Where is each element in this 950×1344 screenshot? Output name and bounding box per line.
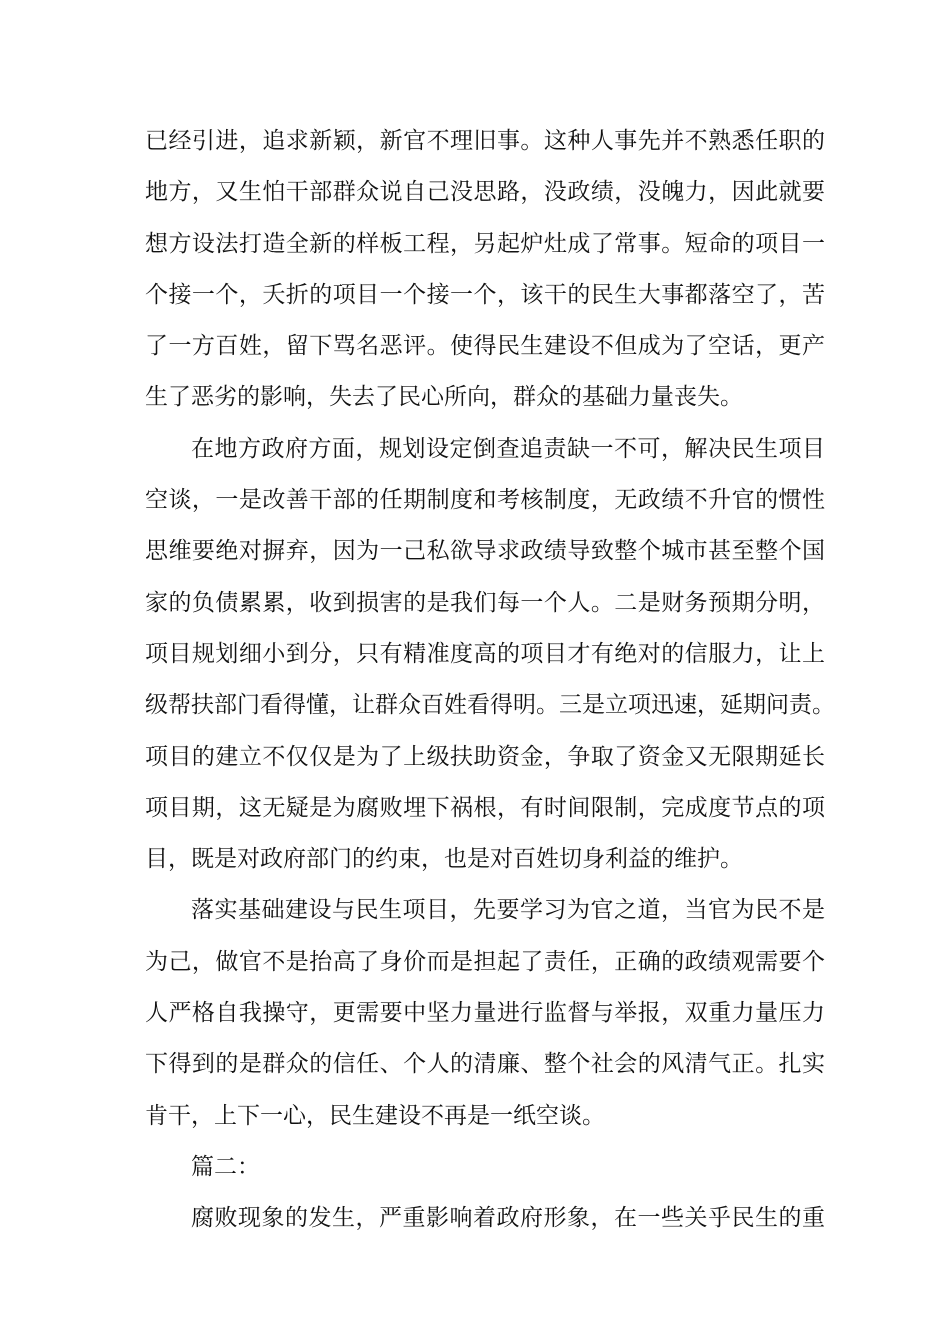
text-line: 生了恶劣的影响，失去了民心所向，群众的基础力量丧失。 [145, 384, 743, 411]
text-line: 个接一个，夭折的项目一个接一个，该干的民生大事都落空了，苦 [145, 281, 825, 308]
text-line: 空谈，一是改善干部的任期制度和考核制度，无政绩不升官的惯性 [145, 487, 825, 514]
text-line: 已经引进，追求新颖，新官不理旧事。这种人事先并不熟悉任职的 [145, 128, 825, 154]
section-heading: 篇二： [191, 1153, 260, 1180]
text-line: 为己，做官不是抬高了身价而是担起了责任，正确的政绩观需要个 [145, 948, 825, 975]
text-line: 腐败现象的发生，严重影响着政府形象，在一些关乎民生的重 [191, 1205, 825, 1232]
text-line: 目，既是对政府部门的约束，也是对百姓切身利益的维护。 [145, 846, 743, 873]
text-line: 家的负债累累，收到损害的是我们每一个人。二是财务预期分明， [145, 589, 825, 616]
document-body [145, 116, 835, 1245]
text-line: 想方设法打造全新的样板工程，另起炉灶成了常事。短命的项目一 [145, 230, 825, 257]
text-line: 项目期，这无疑是为腐败埋下祸根，有时间限制，完成度节点的项 [145, 794, 825, 821]
text-line: 级帮扶部门看得懂，让群众百姓看得明。三是立项迅速，延期问责。 [145, 692, 835, 719]
text-line: 落实基础建设与民生项目，先要学习为官之道，当官为民不是 [191, 897, 825, 924]
text-line: 下得到的是群众的信任、个人的清廉、整个社会的风清气正。扎实 [145, 1051, 825, 1078]
text-line: 地方，又生怕干部群众说自己没思路，没政绩，没魄力，因此就要 [145, 179, 825, 206]
text-line: 项目的建立不仅仅是为了上级扶助资金，争取了资金又无限期延长 [145, 743, 825, 770]
text-line: 在地方政府方面，规划设定倒查追责缺一不可，解决民生项目 [191, 435, 825, 462]
text-line: 肯干，上下一心，民生建设不再是一纸空谈。 [145, 1102, 605, 1129]
text-line: 项目规划细小到分，只有精准度高的项目才有绝对的信服力，让上 [145, 640, 825, 667]
text-line: 了一方百姓，留下骂名恶评。使得民生建设不但成为了空话，更产 [145, 333, 825, 360]
text-line: 人严格自我操守，更需要中坚力量进行监督与举报，双重力量压力 [145, 1000, 825, 1027]
text-line: 思维要绝对摒弃，因为一己私欲导求政绩导致整个城市甚至整个国 [145, 538, 825, 565]
